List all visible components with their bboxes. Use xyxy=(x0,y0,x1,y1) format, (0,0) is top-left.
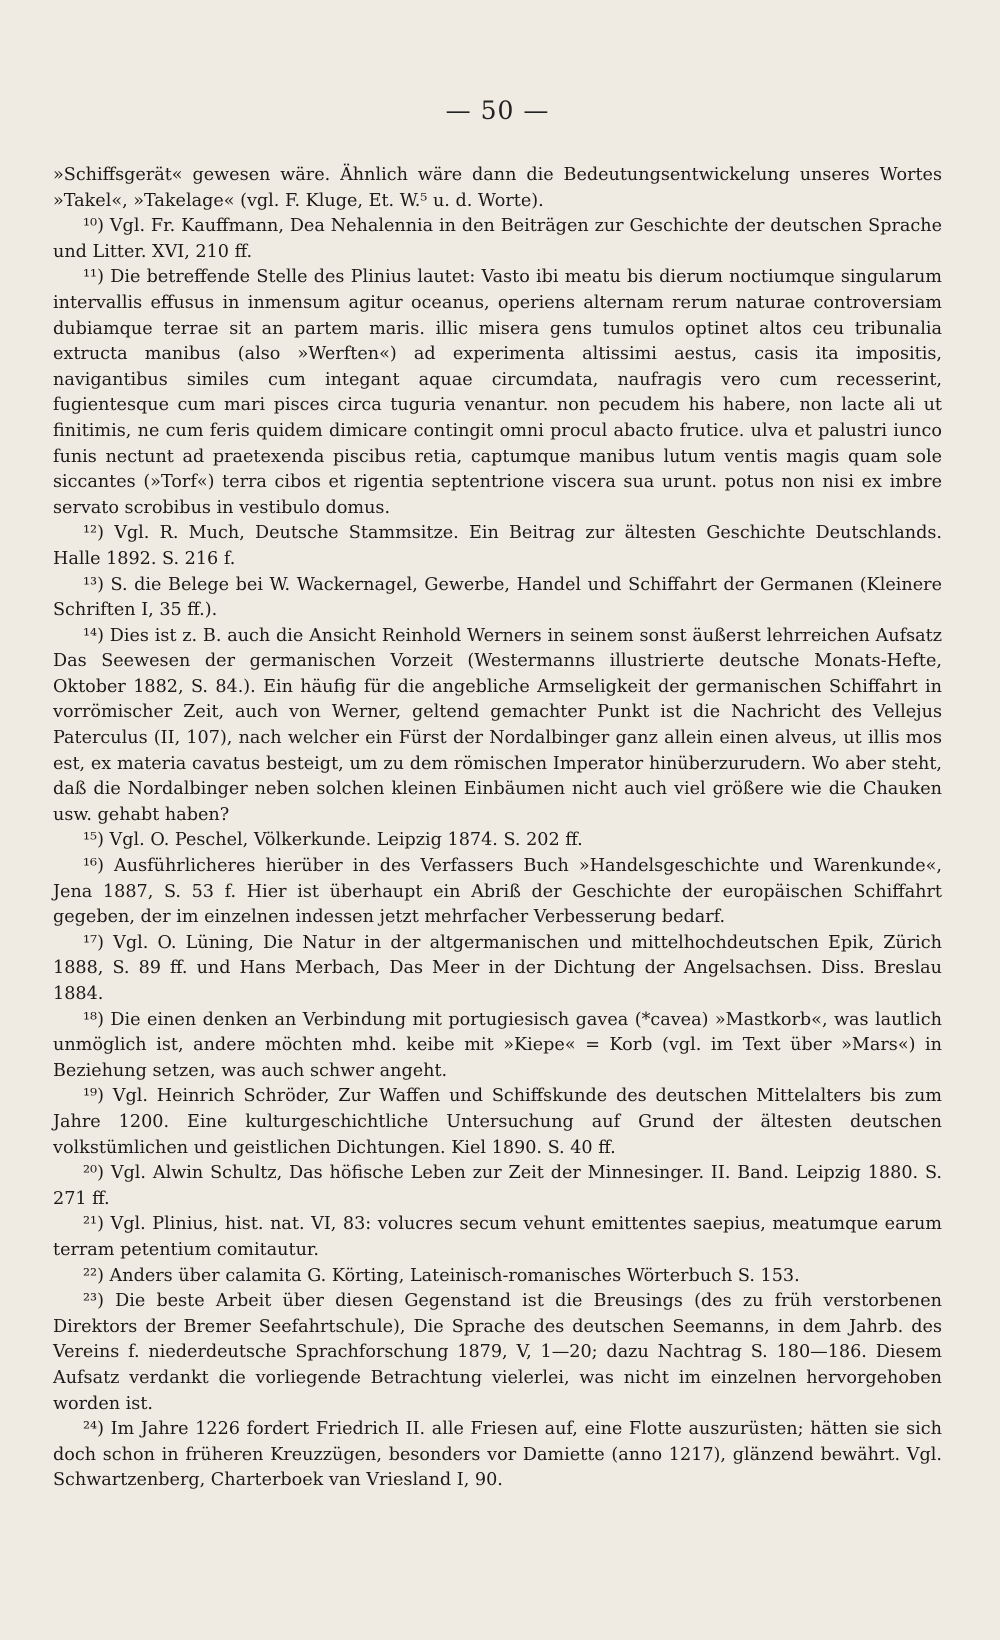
footnotes-text xyxy=(53,163,942,1494)
footnote-15: ¹⁵) Vgl. O. Peschel, Völkerkunde. Leipzig 1874. S. 202 ff. xyxy=(83,830,583,851)
footnote-14: ¹⁴) Dies ist z. B. auch die Ansicht Reinhold Werners in seinem sonst äußerst lehrreichen Aufsatz Das Seewesen der germanischen Vorzeit (Westermanns illustrierte deutsche Monats-Hefte, Oktober 1882, S. 84.). Ein häufig für die angebliche Armseligkeit der germanischen Schiffahrt in vorrömischer Zeit, auch von Werner, geltend gemachter Punkt ist die Nachricht des Vellejus Paterculus (II, 107), nach welcher ein Fürst der Nordalbinger ganz allein einen alveus, ut illis mos est, ex materia cavatus besteigt, um zu dem römischen Imperator hinüberzurudern. Wo aber steht, daß die Nordalbinger neben solchen kleinen Einbäumen nicht auch viel größere wie die Chauken usw. gehabt haben? xyxy=(53,625,942,825)
footnote-21: ²¹) Vgl. Plinius, hist. nat. VI, 83: volucres secum vehunt emittentes saepius, meatumque earum terram petentium comitautur. xyxy=(53,1214,942,1260)
page-number: — 50 — xyxy=(445,96,550,125)
footnote-22: ²²) Anders über calamita G. Körting, Lateinisch-romanisches Wörterbuch S. 153. xyxy=(83,1265,800,1286)
footnote-11: ¹¹) Die betreffende Stelle des Plinius lautet: Vasto ibi meatu bis dierum noctiumque singularum intervallis effusus in inmensum agitur oceanus, operiens alternam rerum naturae controversiam dubiamque terrae sit an partem maris. illic misera gens tumulos optinet altos ceu tribunalia extructa manibus (also »Werften«) ad experimenta altissimi aestus, casis ita impositis, navigantibus similes cum integant aquae circumdata, naufragis vero cum recesserint, fugientesque cum mari pisces circa tuguria venantur. non pecudem his habere, non lacte ali ut finitimis, ne cum feris quidem dimicare contingit omni procul abacto frutice. ulva et palustri iunco funis nectunt ad praetexenda piscibus retia, captumque manibus lutum ventis magis quam sole siccantes (»Torf«) terra cibos et rigentia septentrione viscera sua urunt. potus non nisi ex imbre servato scrobibus in vestibulo domus. xyxy=(53,267,942,518)
continued-paragraph: »Schiffsgerät« gewesen wäre. Ähnlich wäre dann die Bedeutungsentwickelung unseres Wortes »Takel«, »Takelage« (vgl. F. Kluge, Et. W.⁵ u. d. Worte). xyxy=(53,165,942,211)
footnote-10: ¹⁰) Vgl. Fr. Kauffmann, Dea Nehalennia in den Beiträgen zur Geschichte der deutschen Sprache und Litter. XVI, 210 ff. xyxy=(53,216,942,262)
footnote-20: ²⁰) Vgl. Alwin Schultz, Das höfische Leben zur Zeit der Minnesinger. II. Band. Leipzig 1880. S. 271 ff. xyxy=(53,1163,942,1209)
footnote-23: ²³) Die beste Arbeit über diesen Gegenstand ist die Breusings (des zu früh verstorbenen Direktors der Bremer Seefahrtschule), Die Sprache des deutschen Seemanns, in dem Jahrb. des Vereins f. niederdeutsche Sprachforschung 1879, V, 1—20; dazu Nachtrag S. 180—186. Diesem Aufsatz verdankt die vorliegende Betrachtung vielerlei, was nicht im einzelnen hervorgehoben worden ist. xyxy=(53,1291,942,1414)
footnote-24: ²⁴) Im Jahre 1226 fordert Friedrich II. alle Friesen auf, eine Flotte auszurüsten; hätten sie sich doch schon in früheren Kreuzzügen, besonders vor Damiette (anno 1217), glänzend bewährt. Vgl. Schwartzenberg, Charterboek van Vriesland I, 90. xyxy=(53,1419,942,1491)
footnote-17: ¹⁷) Vgl. O. Lüning, Die Natur in der altgermanischen und mittelhochdeutschen Epik, Zürich 1888, S. 89 ff. und Hans Merbach, Das Meer in der Dichtung der Angelsachsen. Diss. Breslau 1884. xyxy=(53,932,942,1004)
footnote-18: ¹⁸) Die einen denken an Verbindung mit portugiesisch gavea (*cavea) »Mastkorb«, was lautlich unmöglich ist, andere möchten mhd. keibe mit »Kiepe« = Korb (vgl. im Text über »Mars«) in Beziehung setzen, was auch schwer angeht. xyxy=(53,1009,942,1081)
footnote-13: ¹³) S. die Belege bei W. Wackernagel, Gewerbe, Handel und Schiffahrt der Germanen (Kleinere Schriften I, 35 ff.). xyxy=(53,574,942,621)
footnote-16: ¹⁶) Ausführlicheres hierüber in des Verfassers Buch »Handelsgeschichte und Warenkunde«, Jena 1887, S. 53 f. Hier ist überhaupt ein Abriß der Geschichte der europäischen Schiffahrt gegeben, der im einzelnen indessen jetzt mehrfacher Verbesserung bedarf. xyxy=(53,856,942,928)
footnote-12: ¹²) Vgl. R. Much, Deutsche Stammsitze. Ein Beitrag zur ältesten Geschichte Deutschlands. Halle 1892. S. 216 f. xyxy=(53,523,942,569)
footnote-19: ¹⁹) Vgl. Heinrich Schröder, Zur Waffen und Schiffskunde des deutschen Mittelalters bis zum Jahre 1200. Eine kulturgeschichtliche Untersuchung auf Grund der ältesten deutschen volkstümlichen und geistlichen Dichtungen. Kiel 1890. S. 40 ff. xyxy=(53,1086,942,1158)
